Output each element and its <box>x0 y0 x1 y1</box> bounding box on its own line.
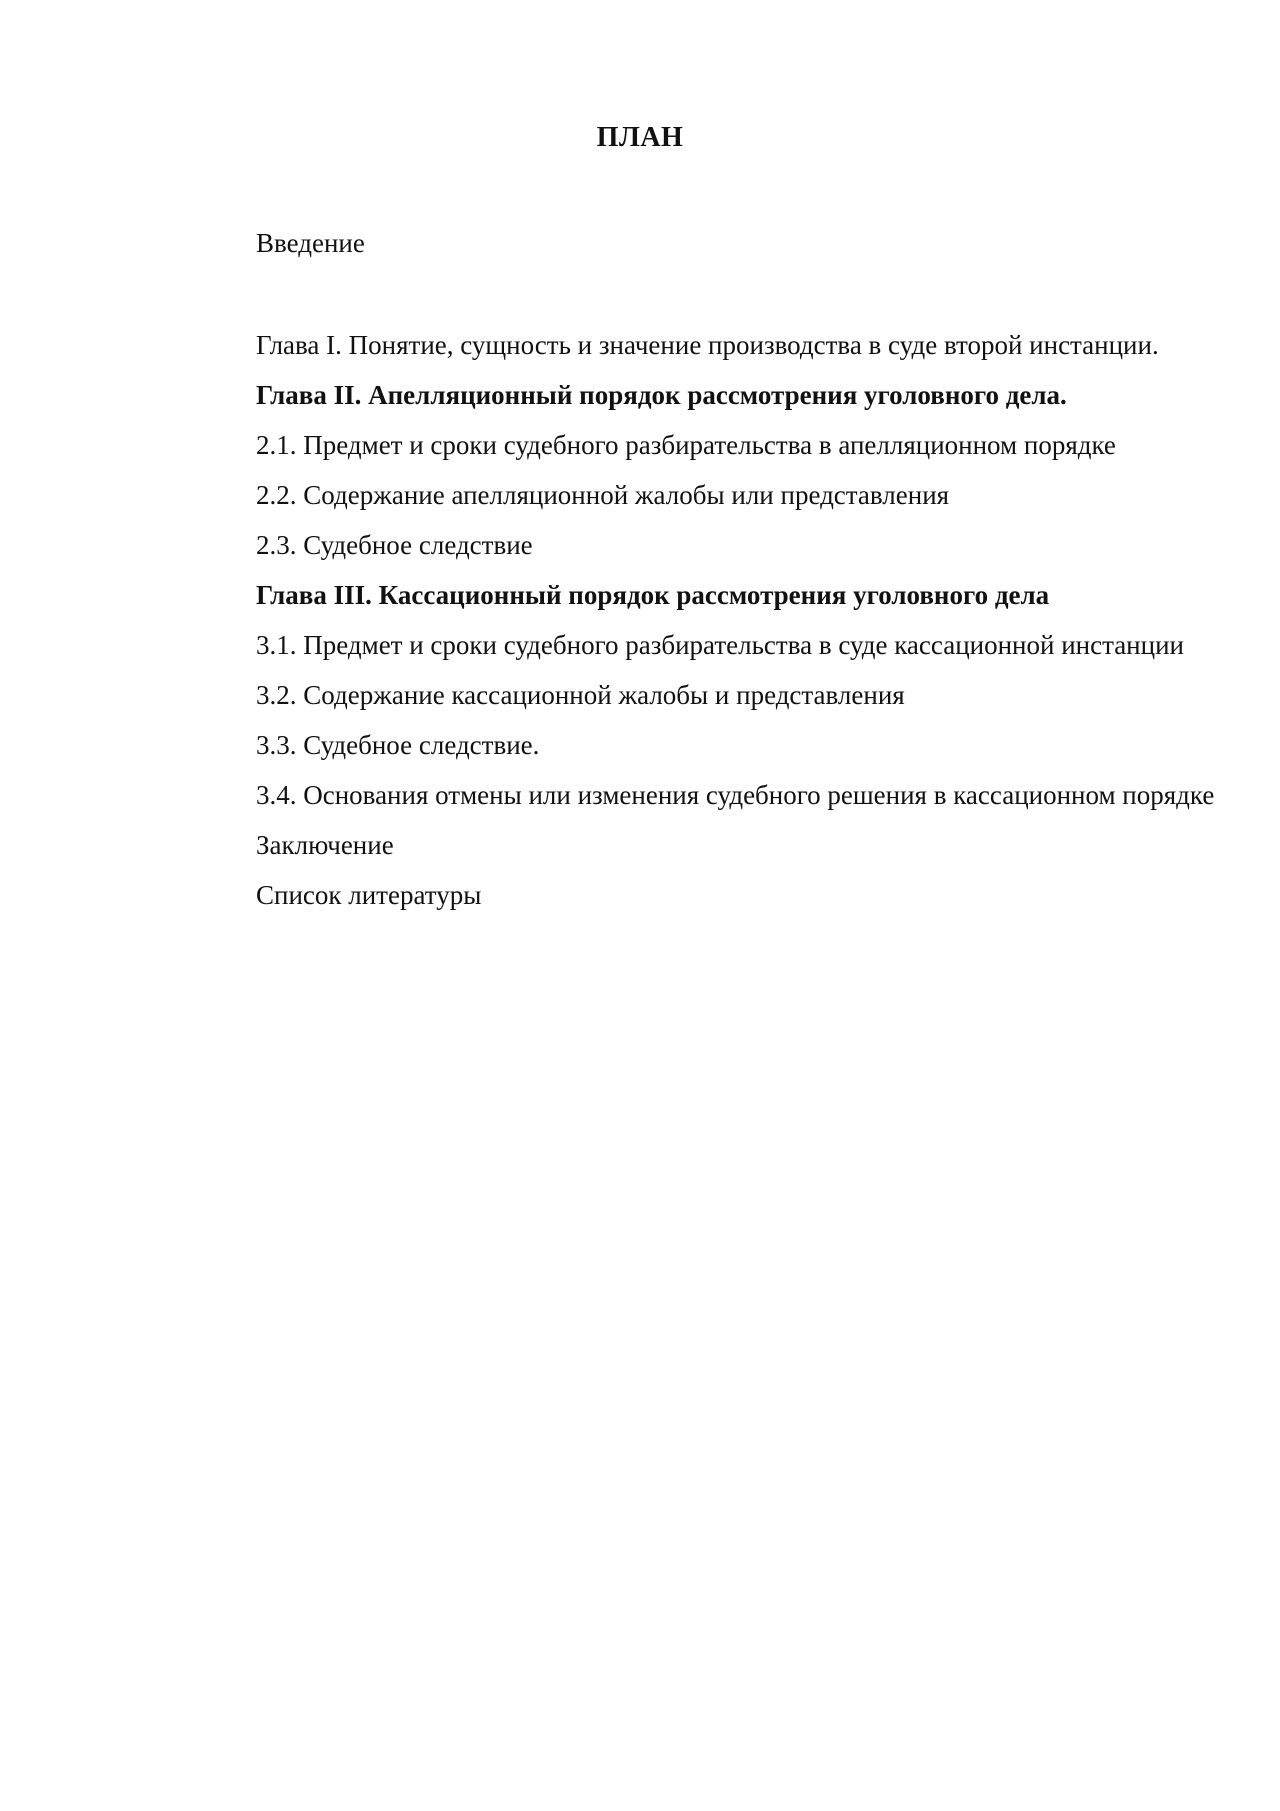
toc-entry-section-2-1: 2.1. Предмет и сроки судебного разбирательства в апелляционном порядке <box>256 430 1116 460</box>
toc-entry-section-3-1: 3.1. Предмет и сроки судебного разбирательства в суде кассационной инстанции <box>256 630 1184 660</box>
toc-entry-section-3-2: 3.2. Содержание кассационной жалобы и представления <box>256 680 905 710</box>
toc-entry-chapter-2: Глава II. Апелляционный порядок рассмотрения уголовного дела. <box>256 380 1067 410</box>
toc-entry-chapter-1: Глава I. Понятие, сущность и значение производства в суде второй инстанции. <box>256 330 1159 360</box>
toc-entry-bibliography: Список литературы <box>256 880 482 910</box>
toc-entry-section-3-4: 3.4. Основания отмены или изменения судебного решения в кассационном порядке <box>256 780 1215 810</box>
toc-entry-conclusion: Заключение <box>256 830 394 860</box>
toc-entry-introduction: Введение <box>256 228 365 258</box>
page-title: ПЛАН <box>596 122 684 153</box>
toc-entry-chapter-3: Глава III. Кассационный порядок рассмотрения уголовного дела <box>256 580 1050 610</box>
toc-entry-section-3-3: 3.3. Судебное следствие. <box>256 730 540 760</box>
toc-entry-section-2-2: 2.2. Содержание апелляционной жалобы или представления <box>256 480 950 510</box>
spacer <box>181 268 1263 320</box>
toc-entry-section-2-3: 2.3. Судебное следствие <box>256 530 533 560</box>
table-of-contents <box>181 218 1263 920</box>
